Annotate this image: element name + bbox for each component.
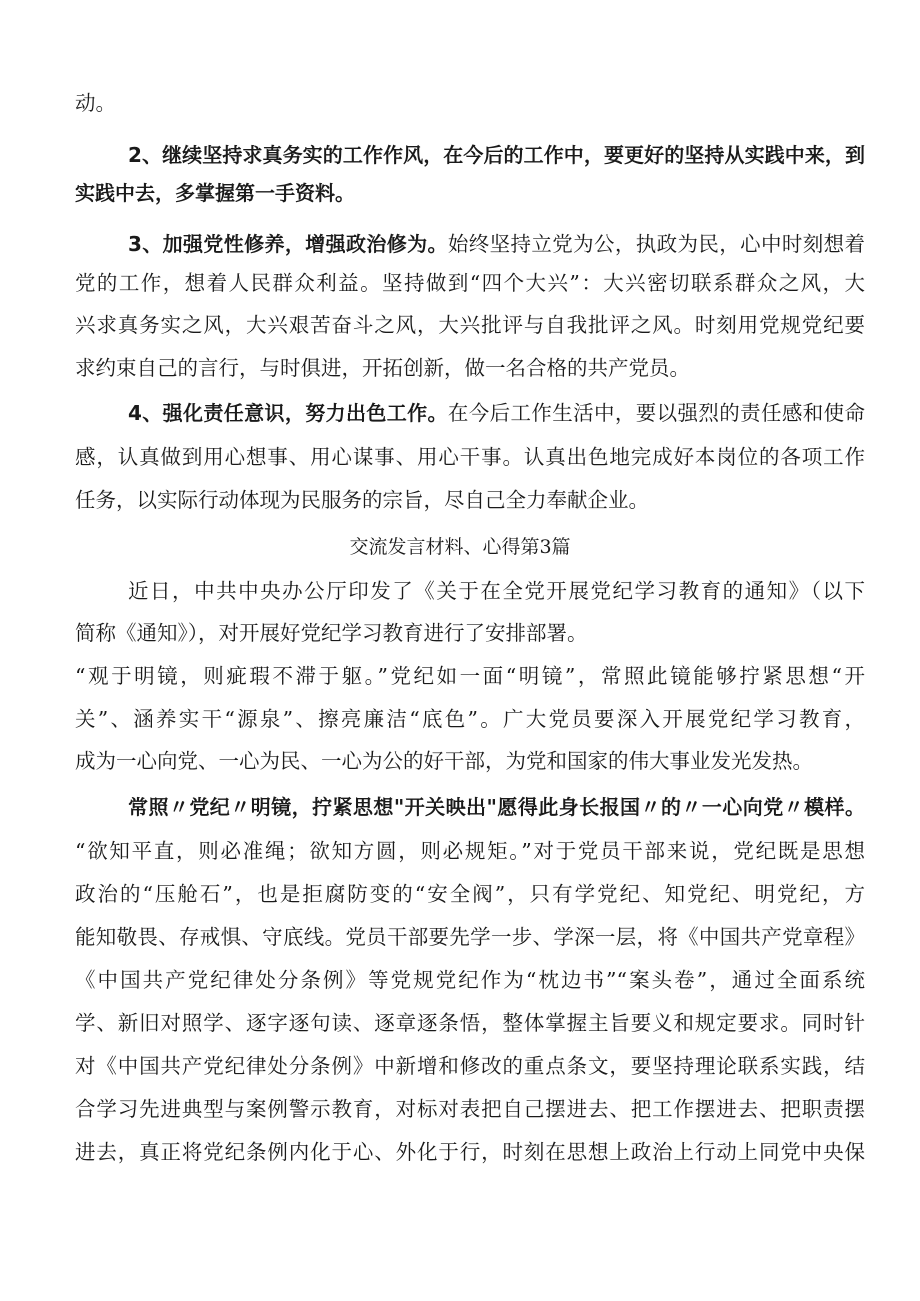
point-3-line-1 <box>128 229 865 259</box>
paragraph-8-line-3: 能知敬畏、存戒惧、守底线。党员干部要先学一步、学深一层，将《中国共产党章程》 <box>75 925 865 949</box>
point-3-line-2: 党的工作，想着人民群众利益。坚持做到“四个大兴”：大兴密切联系群众之风，大 <box>75 271 865 295</box>
paragraph-5-line-1: 近日，中共中央办公厅印发了《关于在全党开展党纪学习教育的通知》（以下 <box>128 579 865 603</box>
subheading: 常照〃党纪〃明镜，拧紧思想"开关映出"愿得此身长报国〃的〃一心向党〃模样。 <box>128 795 865 819</box>
point-3-line-4: 求约束自己的言行，与时俱进，开拓创新，做一名合格的共产党员。 <box>75 356 690 380</box>
paragraph-6-line-3: 成为一心向党、一心为民、一心为公的好干部，为党和国家的伟大事业发光发热。 <box>75 749 813 773</box>
point-4-text: 在今后工作生活中，要以强烈的责任感和使命 <box>447 401 865 425</box>
point-4-line-2: 感，认真做到用心想事、用心谋事、用心干事。认真出色地完成好本岗位的各项工作 <box>75 445 865 469</box>
paragraph-8-line-1: “欲知平直，则必准绳；欲知方圆，则必规矩。”对于党员干部来说，党纪既是思想 <box>75 839 865 863</box>
point-3-line-3: 兴求真务实之风，大兴艰苦奋斗之风，大兴批评与自我批评之风。时刻用党规党纪要 <box>75 313 865 337</box>
paragraph-6-line-2: 关”、涵养实干“源泉”、擦亮廉洁“底色”。广大党员要深入开展党纪学习教育， <box>75 707 865 731</box>
paragraph-8-line-2: 政治的“压舱石”，也是拒腐防变的“安全阀”，只有学党纪、知党纪、明党纪，方 <box>75 882 865 906</box>
point-4-line-3: 任务，以实际行动体现为民服务的宗旨，尽自己全力奉献企业。 <box>75 488 649 512</box>
point-3-text: 始终坚持立党为公，执政为民，心中时刻想着 <box>447 232 865 256</box>
section-title: 交流发言材料、心得第3篇 <box>349 536 571 558</box>
paragraph-continuation: 动。 <box>75 91 116 115</box>
point-3-heading: 3、加强党性修养，增强政治修为。 <box>128 232 448 256</box>
point-2-line-2: 实践中去，多掌握第一手资料。 <box>75 181 355 205</box>
point-4-line-1 <box>128 398 865 428</box>
paragraph-8-line-7: 合学习先进典型与案例警示教育，对标对表把自己摆进去、把工作摆进去、把职责摆 <box>75 1097 865 1121</box>
paragraph-8-line-6: 对《中国共产党纪律处分条例》中新增和修改的重点条文，要坚持理论联系实践，结 <box>75 1054 865 1078</box>
paragraph-6-line-1: “观于明镜，则疵瑕不滞于躯。”党纪如一面“明镜”，常照此镜能够拧紧思想“开 <box>75 664 865 688</box>
paragraph-8-line-5: 学、新旧对照学、逐字逐句读、逐章逐条悟，整体掌握主旨要义和规定要求。同时针 <box>75 1011 865 1035</box>
paragraph-8-line-4: 《中国共产党纪律处分条例》等党规党纪作为“枕边书”“案头卷”，通过全面系统 <box>75 968 865 992</box>
paragraph-8-line-8: 进去，真正将党纪条例内化于心、外化于行，时刻在思想上政治上行动上同党中央保 <box>75 1140 865 1164</box>
paragraph-5-line-2: 简称《通知》），对开展好党纪学习教育进行了安排部署。 <box>75 621 588 645</box>
point-4-heading: 4、强化责任意识，努力出色工作。 <box>128 401 448 425</box>
point-2-line-1: 2、继续坚持求真务实的工作作风，在今后的工作中，要更好的坚持从实践中来，到 <box>128 143 865 167</box>
